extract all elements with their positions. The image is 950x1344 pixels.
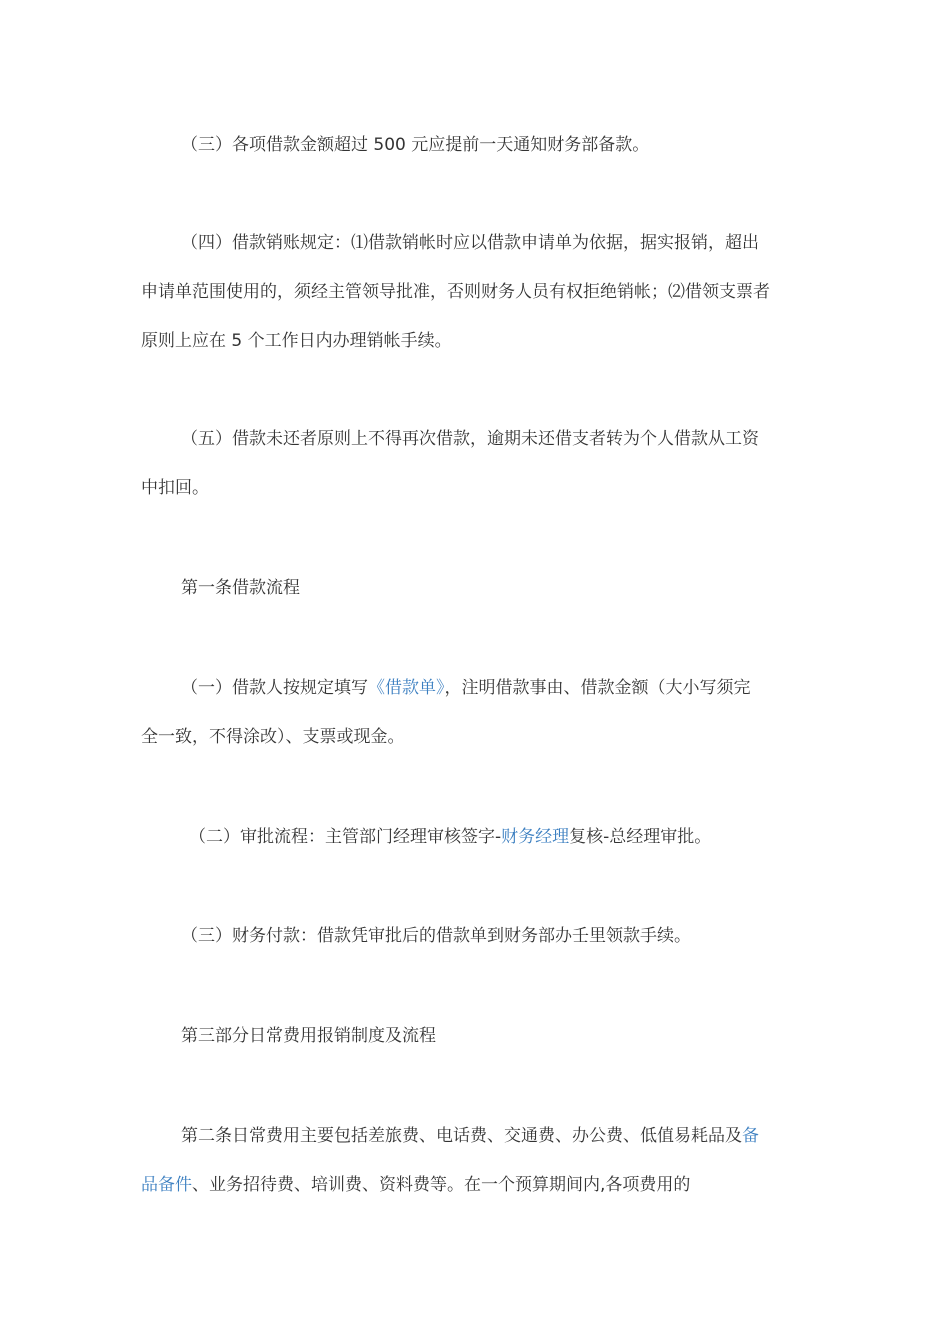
paragraph-borrow-amount-notice (141, 121, 811, 170)
text-segment: （二）审批流程：主管部门经理审核签字- (189, 827, 502, 847)
text-line (141, 1112, 811, 1161)
text-segment: ，注明借款事由、借款金额（大小写须完 (444, 678, 751, 698)
text-segment: 、业务招待费、培训费、资料费等。在一个预算期间内,各项费用的 (192, 1175, 691, 1195)
text-line: （四）借款销账规定：⑴借款销帐时应以借款申请单为依据，据实报销，超出 (181, 233, 759, 253)
text-segment: 复核-总经理审批。 (569, 827, 712, 847)
paragraph-daily-expenses (141, 1112, 811, 1210)
paragraph-approval-process (141, 813, 811, 862)
text-line: （三）各项借款金额超过 500 元应提前一天通知财务部备款。 (181, 135, 650, 155)
text-line: （五）借款未还者原则上不得再次借款，逾期未还借支者转为个人借款从工资 (181, 429, 759, 449)
section-heading-borrow-process (141, 564, 811, 613)
text-line: 全一致，不得涂改）、支票或现金。 (141, 727, 405, 747)
heading-text: 第一条借款流程 (181, 578, 300, 598)
text-segment: 第二条日常费用主要包括差旅费、电话费、交通费、办公费、低值易耗品及 (181, 1126, 742, 1146)
finance-manager-link[interactable]: 财务经理 (501, 827, 570, 847)
paragraph-borrow-form (141, 664, 811, 762)
text-line: 申请单范围使用的，须经主管领导批准，否则财务人员有权拒绝销帐；⑵借领支票者 (141, 282, 770, 302)
text-segment: （一）借款人按规定填写 (181, 678, 368, 698)
text-line: 原则上应在 5 个工作日内办理销帐手续。 (141, 331, 452, 351)
text-line: （三）财务付款：借款凭审批后的借款单到财务部办壬里领款手续。 (181, 926, 691, 946)
text-line (141, 1161, 811, 1210)
heading-text: 第三部分日常费用报销制度及流程 (181, 1026, 436, 1046)
spare-parts-link[interactable]: 品备件 (141, 1175, 192, 1195)
text-line (141, 813, 811, 862)
paragraph-finance-payment (141, 912, 811, 961)
section-heading-expense-reimbursement (141, 1012, 811, 1061)
borrow-form-link[interactable]: 《借款单》 (368, 678, 445, 698)
paragraph-borrow-writeoff-rules (141, 219, 811, 366)
spare-parts-link[interactable]: 备 (742, 1126, 759, 1146)
text-line (141, 664, 811, 713)
paragraph-unpaid-borrow-rule (141, 415, 811, 513)
text-line: 中扣回。 (141, 478, 209, 498)
